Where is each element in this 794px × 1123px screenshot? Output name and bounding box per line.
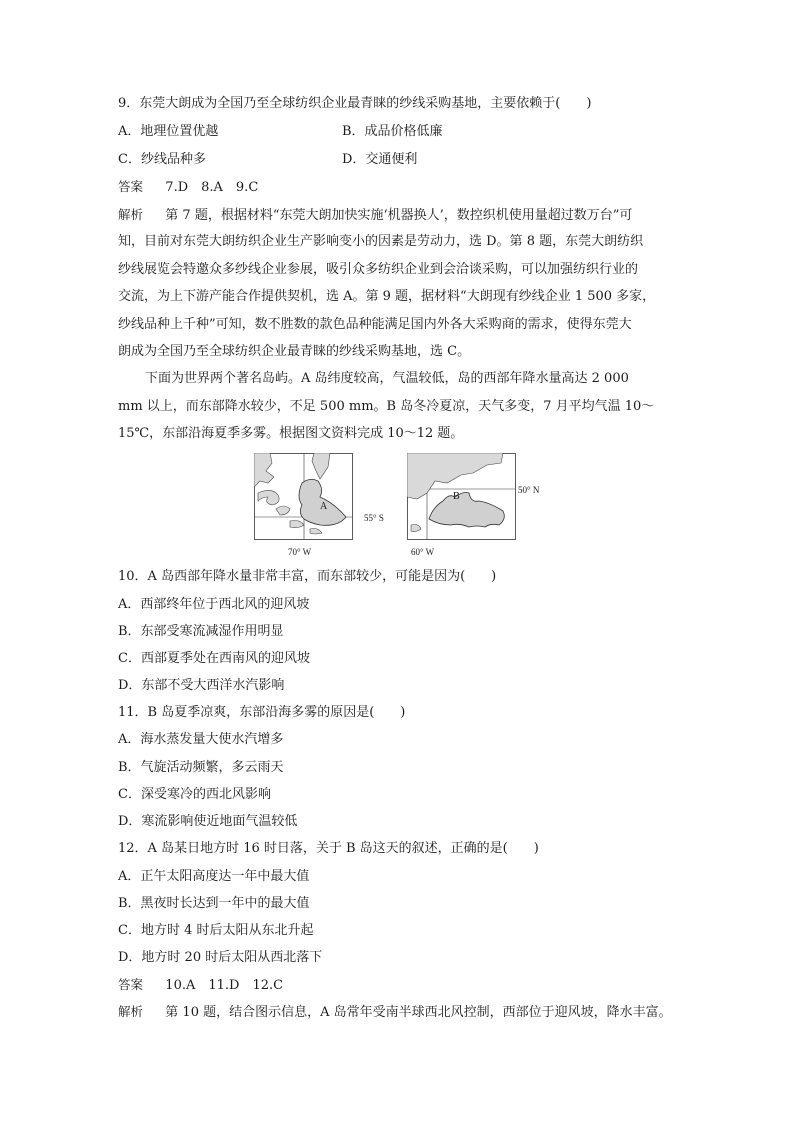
answer-text-2: 10.A 11.D 12.C xyxy=(165,978,284,993)
analysis-label: 解析 xyxy=(118,207,144,222)
analysis-line-5: 纱线品种上千种”可知，数不胜数的款色品种能满足国内外各大采购商的需求，使得东莞大 xyxy=(118,317,632,332)
question-11-option-c: C．深受寒冷的西北风影响 xyxy=(118,787,271,802)
analysis-line-1 xyxy=(118,206,632,225)
analysis-text: 第 7 题，根据材料“东莞大朗加快实施‘机器换人’，数控织机使用量超过数万台”可 xyxy=(165,208,633,223)
question-9-option-d: D．交通便利 xyxy=(342,152,418,167)
question-10-option-c: C．西部夏季处在西南风的迎风坡 xyxy=(118,651,310,666)
analysis-label-2: 解析 xyxy=(118,1004,144,1019)
question-9-stem: 9．东莞大朗成为全国乃至全球纺织企业最青睐的纱线采购基地，主要依赖于( ) xyxy=(118,96,592,111)
analysis-text-2: 第 10 题，结合图示信息，A 岛常年受南半球西北风控制，西部位于迎风坡，降水丰富。 xyxy=(165,1005,672,1020)
question-9-option-b: B．成品价格低廉 xyxy=(342,124,443,139)
question-9-option-c: C．纱线品种多 xyxy=(118,152,206,167)
answer-label: 答案 xyxy=(118,179,144,194)
map-b-longitude-label: 60° W xyxy=(411,547,435,557)
question-12-stem: 12．A 岛某日地方时 16 时日落，关于 B 岛这天的叙述，正确的是( ) xyxy=(118,841,539,856)
analysis-line-4: 交流，为上下游产能合作提供契机，选 A。第 9 题，据材料“大朗现有纱线企业 1 500 多家， xyxy=(118,289,656,304)
intro-line-1: 下面为世界两个著名岛屿。A 岛纬度较高，气温较低，岛的西部年降水量高达 2 000 xyxy=(145,371,629,386)
answer-label-2: 答案 xyxy=(118,977,144,992)
analysis-line-2: 知，目前对东莞大朗纺织企业生产影响变小的因素是劳动力，选 D。第 8 题，东莞大朗纺织 xyxy=(118,234,644,249)
intro-line-3: 15℃，东部沿海夏季多雾。根据图文资料完成 10～12 题。 xyxy=(118,426,464,441)
question-12-option-c: C．地方时 4 时后太阳从东北升起 xyxy=(118,923,314,938)
question-12-option-a: A．正午太阳高度达一年中最大值 xyxy=(118,869,310,884)
island-a-label: A xyxy=(320,501,328,512)
map-a-latitude-label: 55° S xyxy=(364,513,384,523)
map-b xyxy=(407,453,547,561)
question-11-option-b: B．气旋活动频繁，多云雨天 xyxy=(118,760,284,775)
answer-block-1 xyxy=(118,178,258,197)
question-11-option-d: D．寒流影响使近地面气温较低 xyxy=(118,814,298,829)
analysis-block-2 xyxy=(118,1003,672,1022)
question-10-option-d: D．东部不受大西洋水汽影响 xyxy=(118,678,285,693)
map-a-graphic xyxy=(254,453,384,561)
question-9-option-a: A．地理位置优越 xyxy=(118,124,219,139)
question-11-option-a: A．海水蒸发量大使水汽增多 xyxy=(118,732,284,747)
question-12-option-b: B．黑夜时长达到一年中的最大值 xyxy=(118,896,310,911)
answer-text: 7.D 8.A 9.C xyxy=(165,180,259,195)
analysis-line-3: 纱线展览会特邀众多纱线企业参展，吸引众多纺织企业到会洽谈采购，可以加强纺织行业的 xyxy=(118,262,639,277)
question-12-option-d: D．地方时 20 时后太阳从西北落下 xyxy=(118,950,323,965)
question-10-option-b: B．东部受寒流减湿作用明显 xyxy=(118,624,284,639)
analysis-line-6: 朗成为全国乃至全球纺织企业最青睐的纱线采购基地，选 C。 xyxy=(118,344,471,359)
question-10-option-a: A．西部终年位于西北风的迎风坡 xyxy=(118,597,310,612)
map-b-graphic xyxy=(407,453,547,561)
map-a xyxy=(254,453,384,561)
answer-block-2 xyxy=(118,976,283,995)
question-10-stem: 10．A 岛西部年降水量非常丰富，而东部较少，可能是因为( ) xyxy=(118,569,497,584)
intro-line-2: mm 以上，而东部降水较少，不足 500 mm。B 岛冬冷夏凉，天气多变，7 月平均气温 10～ xyxy=(118,399,655,414)
map-b-latitude-label: 50° N xyxy=(518,485,540,495)
island-b-label: B xyxy=(453,491,460,502)
map-a-longitude-label: 70° W xyxy=(288,547,312,557)
question-11-stem: 11．B 岛夏季凉爽，东部沿海多雾的原因是( ) xyxy=(118,705,406,720)
